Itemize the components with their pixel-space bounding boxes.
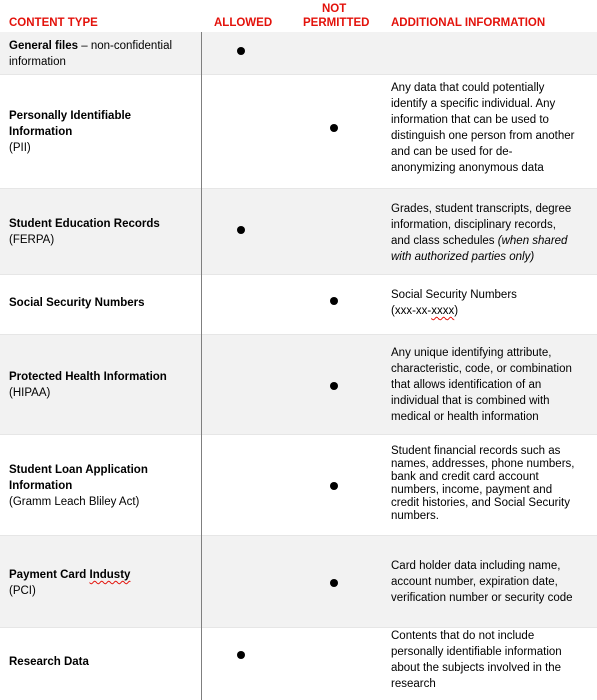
not-permitted-bullet — [330, 482, 338, 490]
table-row — [0, 434, 597, 535]
additional-info-cell: Any unique identifying attribute, characteristic, code, or combination that allows identification of an individual that is combined with medical or health information — [391, 347, 572, 423]
table-row — [0, 32, 597, 74]
content-type-cell: Student Education Records (FERPA) — [9, 218, 160, 246]
allowed-bullet — [237, 226, 245, 234]
content-type-cell: Personally Identifiable Information (PII) — [9, 110, 132, 154]
header-allowed: ALLOWED — [214, 17, 273, 29]
table-row — [0, 535, 597, 627]
content-type-cell: General files – non-confidential information — [9, 40, 173, 68]
table-row — [0, 627, 597, 700]
header-not-permitted-line1: NOT — [322, 3, 347, 15]
header-not-permitted-line2: PERMITTED — [303, 17, 370, 29]
column-divider — [201, 32, 202, 700]
table-row — [0, 188, 597, 274]
not-permitted-bullet — [330, 382, 338, 390]
content-type-cell: Research Data — [9, 656, 89, 668]
table-row — [0, 74, 597, 188]
additional-info-cell: Social Security Numbers (xxx-xx-xxxx) — [391, 289, 517, 317]
allowed-bullet — [237, 47, 245, 55]
additional-info-cell: Any data that could potentially identify a specific individual. Any information that can be used to distinguish one person from another and can be used for de- anonymizing anonymous data — [391, 82, 575, 174]
content-type-cell: Student Loan Application Information (Gramm Leach Bliley Act) — [9, 464, 148, 508]
header-content-type: CONTENT TYPE — [9, 17, 98, 29]
header-additional-information: ADDITIONAL INFORMATION — [391, 17, 546, 29]
additional-info-cell: Student financial records such as names, addresses, phone numbers, bank and credit card account numbers, income, payment and credit histories, and Social Security numbers. — [391, 445, 575, 522]
table-row — [0, 274, 597, 334]
table-row — [0, 334, 597, 434]
not-permitted-bullet — [330, 297, 338, 305]
allowed-bullet — [237, 651, 245, 659]
not-permitted-bullet — [330, 124, 338, 132]
content-table — [0, 32, 597, 700]
content-type-cell: Social Security Numbers — [9, 297, 145, 309]
not-permitted-bullet — [330, 579, 338, 587]
additional-info-cell: Grades, student transcripts, degree information, disciplinary records, and class schedules (when shared with authorized parties only) — [391, 203, 572, 263]
additional-info-cell: Contents that do not include personally identifiable information about the subjects involved in the research — [391, 630, 562, 690]
table-header — [0, 0, 597, 32]
additional-info-cell: Card holder data including name, account number, expiration date, verification number or security code — [391, 560, 573, 604]
content-type-cell: Payment Card Industy (PCI) — [9, 569, 131, 597]
content-type-cell: Protected Health Information (HIPAA) — [9, 371, 167, 399]
